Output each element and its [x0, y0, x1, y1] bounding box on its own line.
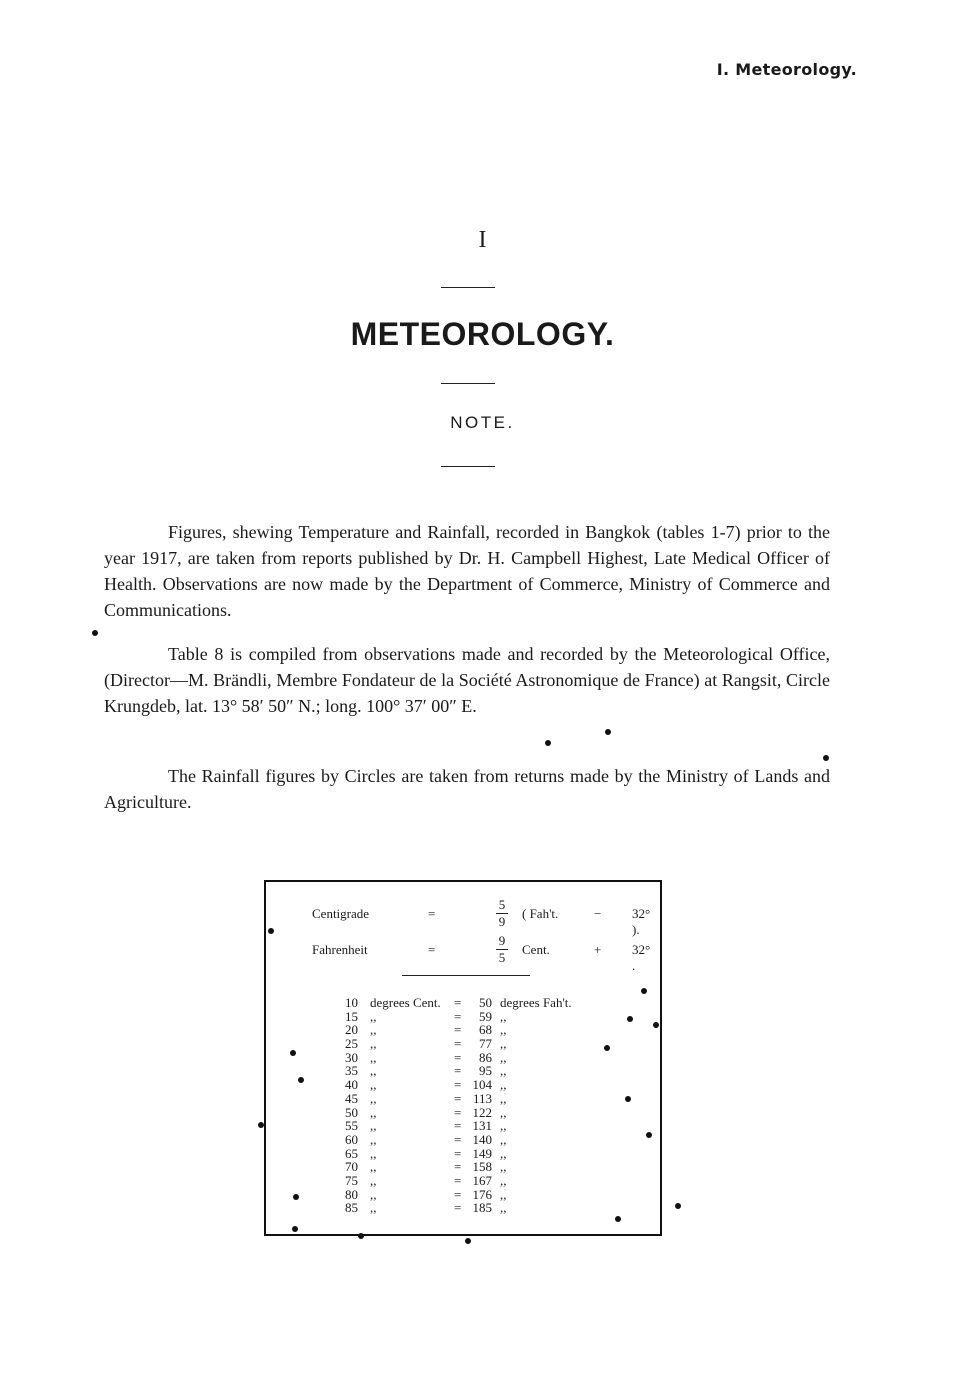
table-row [340, 1078, 600, 1092]
equals-sign: = [454, 1118, 462, 1134]
paragraph-text: Figures, shewing Temperature and Rainfall, recorded in Bangkok (tables 1-7) prior to the year 1917, are taken from reports published by Dr. H. Campbell Highest, Late Medical Officer of Health. Observations are now made by the Department of Commerce, Ministry of Commerce and Communications. [104, 522, 830, 620]
fahrenheit-unit: ,, [500, 1186, 507, 1202]
celsius-unit: ,, [370, 1200, 377, 1216]
equals-sign: = [454, 1008, 462, 1024]
formula-centigrade [312, 897, 651, 937]
page-title: METEOROLOGY. [350, 316, 615, 352]
celsius-unit: ,, [370, 1145, 377, 1161]
fraction-denominator: 5 [498, 950, 506, 965]
scan-speck [358, 1233, 364, 1239]
table-row [340, 1188, 600, 1202]
temperature-conversion-box [264, 880, 662, 1236]
celsius-value: 10 [345, 995, 358, 1010]
table-row [340, 1051, 600, 1065]
note-rule [441, 466, 495, 467]
chapter-numeral: I [478, 227, 487, 253]
fahrenheit-value: 68 [479, 1022, 492, 1038]
equals-sign: = [454, 1022, 462, 1038]
table-row [340, 1037, 600, 1051]
paragraph-rainfall [104, 763, 830, 815]
title-rule-bottom [441, 383, 495, 384]
fahrenheit-value: 185 [472, 1200, 492, 1216]
formula-constant: 32° . [632, 942, 651, 973]
fahrenheit-unit: ,, [500, 1036, 507, 1052]
fahrenheit-value: 122 [472, 1104, 492, 1120]
celsius-value: 65 [345, 1145, 358, 1161]
table-row [340, 996, 600, 1010]
formula-fahrenheit [312, 933, 651, 973]
scan-speck [92, 630, 98, 636]
equals-sign: = [454, 1145, 462, 1161]
scan-speck [604, 1045, 610, 1051]
scan-speck [298, 1077, 304, 1083]
celsius-unit: ,, [370, 1172, 377, 1188]
fahrenheit-unit: ,, [500, 1063, 507, 1079]
fahrenheit-unit: ,, [500, 1104, 507, 1120]
fahrenheit-value: 158 [472, 1159, 492, 1175]
formula-lhs: Centigrade [312, 906, 370, 921]
fahrenheit-unit: ,, [500, 1118, 507, 1134]
formula-unit: ( Fah't. [522, 906, 559, 921]
equals-sign: = [454, 1036, 462, 1052]
table-row [340, 1064, 600, 1078]
title-rule-top [441, 287, 495, 288]
fahrenheit-unit: ,, [500, 1008, 507, 1024]
formula-equals: = [428, 942, 436, 957]
paragraph-sources [104, 519, 830, 623]
celsius-unit: ,, [370, 1049, 377, 1065]
fahrenheit-unit: ,, [500, 1049, 507, 1065]
fahrenheit-unit: ,, [500, 1159, 507, 1175]
fahrenheit-value: 77 [479, 1036, 492, 1052]
fraction-numerator: 9 [498, 933, 506, 948]
celsius-unit: ,, [370, 1131, 377, 1147]
table-row [340, 1106, 600, 1120]
celsius-unit: ,, [370, 1022, 377, 1038]
celsius-value: 80 [345, 1186, 358, 1202]
table-row [340, 1147, 600, 1161]
fahrenheit-value: 50 [479, 995, 492, 1010]
scan-speck [641, 988, 647, 994]
table-row [340, 1201, 600, 1215]
fahrenheit-unit: ,, [500, 1077, 507, 1093]
celsius-value: 85 [345, 1200, 358, 1216]
fahrenheit-unit: ,, [500, 1090, 507, 1106]
celsius-unit: ,, [370, 1008, 377, 1024]
fahrenheit-value: 131 [472, 1118, 492, 1134]
celsius-unit: ,, [370, 1036, 377, 1052]
celsius-unit: ,, [370, 1104, 377, 1120]
equals-sign: = [454, 1049, 462, 1065]
equals-sign: = [454, 1159, 462, 1175]
celsius-value: 45 [345, 1090, 358, 1106]
equals-sign: = [454, 995, 462, 1010]
celsius-value: 20 [345, 1022, 358, 1038]
running-head: I. Meteorology. [716, 60, 857, 79]
celsius-value: 30 [345, 1049, 358, 1065]
formula-equals: = [428, 906, 436, 921]
note-heading: NOTE. [450, 413, 515, 432]
celsius-value: 75 [345, 1172, 358, 1188]
fraction-numerator: 5 [498, 897, 506, 912]
scan-speck [292, 1226, 298, 1232]
fahrenheit-unit: ,, [500, 1131, 507, 1147]
celsius-unit: ,, [370, 1118, 377, 1134]
scan-speck [627, 1016, 633, 1022]
table-row [340, 1119, 600, 1133]
fahrenheit-value: 176 [472, 1186, 492, 1202]
scan-speck [605, 729, 611, 735]
fahrenheit-unit: ,, [500, 1022, 507, 1038]
equals-sign: = [454, 1172, 462, 1188]
fahrenheit-value: 140 [472, 1131, 492, 1147]
formula-operator: + [594, 942, 602, 957]
celsius-value: 35 [345, 1063, 358, 1079]
celsius-value: 15 [345, 1008, 358, 1024]
fahrenheit-value: 149 [472, 1145, 492, 1161]
paragraph-table8 [104, 641, 830, 719]
equals-sign: = [454, 1104, 462, 1120]
equals-sign: = [454, 1077, 462, 1093]
celsius-value: 50 [345, 1104, 358, 1120]
celsius-unit: ,, [370, 1159, 377, 1175]
fahrenheit-value: 95 [479, 1063, 492, 1079]
fahrenheit-unit: ,, [500, 1145, 507, 1161]
scan-speck [615, 1216, 621, 1222]
conversion-table [340, 996, 600, 1215]
scan-speck [290, 1050, 296, 1056]
scan-speck [625, 1096, 631, 1102]
fahrenheit-value: 86 [479, 1049, 492, 1065]
scan-speck [545, 740, 551, 746]
scan-speck [675, 1203, 681, 1209]
scan-speck [646, 1132, 652, 1138]
fahrenheit-value: 167 [472, 1172, 492, 1188]
table-row [340, 1092, 600, 1106]
celsius-unit: ,, [370, 1077, 377, 1093]
scan-speck [258, 1122, 264, 1128]
table-row [340, 1010, 600, 1024]
celsius-unit: ,, [370, 1090, 377, 1106]
table-row [340, 1023, 600, 1037]
formula-lhs: Fahrenheit [312, 942, 368, 957]
fahrenheit-unit: ,, [500, 1172, 507, 1188]
formula-unit: Cent. [522, 942, 550, 957]
formula-operator: − [594, 906, 602, 921]
celsius-value: 70 [345, 1159, 358, 1175]
celsius-value: 40 [345, 1077, 358, 1093]
fahrenheit-value: 104 [472, 1077, 492, 1093]
celsius-unit: degrees Cent. [370, 995, 441, 1010]
celsius-value: 25 [345, 1036, 358, 1052]
scan-speck [653, 1022, 659, 1028]
fraction-denominator: 9 [498, 914, 506, 929]
fahrenheit-unit: ,, [500, 1200, 507, 1216]
table-row [340, 1133, 600, 1147]
celsius-unit: ,, [370, 1186, 377, 1202]
equals-sign: = [454, 1200, 462, 1216]
formula-fraction [496, 898, 508, 929]
paragraph-text: The Rainfall figures by Circles are taken from returns made by the Ministry of Lands and Agriculture. [104, 766, 830, 812]
celsius-value: 60 [345, 1131, 358, 1147]
equals-sign: = [454, 1131, 462, 1147]
equals-sign: = [454, 1090, 462, 1106]
paragraph-text: Table 8 is compiled from observations made and recorded by the Meteorological Office, (Director—M. Brändli, Membre Fondateur de la Société Astronomique de France) at Rangsit, Circle Krungdeb, lat. 13° 58′ 50″ N.; long. 100° 37′ 00″ E. [104, 644, 830, 716]
fahrenheit-value: 113 [472, 1090, 492, 1106]
fahrenheit-unit: degrees Fah't. [500, 995, 572, 1010]
box-divider [402, 975, 530, 976]
equals-sign: = [454, 1186, 462, 1202]
formula-fraction [496, 934, 508, 965]
celsius-value: 55 [345, 1118, 358, 1134]
table-row [340, 1174, 600, 1188]
scan-speck [465, 1238, 471, 1244]
table-row [340, 1160, 600, 1174]
scan-speck [823, 755, 829, 761]
formula-constant: 32° ). [632, 906, 651, 937]
scan-speck [268, 928, 274, 934]
scan-speck [293, 1194, 299, 1200]
equals-sign: = [454, 1063, 462, 1079]
celsius-unit: ,, [370, 1063, 377, 1079]
fahrenheit-value: 59 [479, 1008, 492, 1024]
